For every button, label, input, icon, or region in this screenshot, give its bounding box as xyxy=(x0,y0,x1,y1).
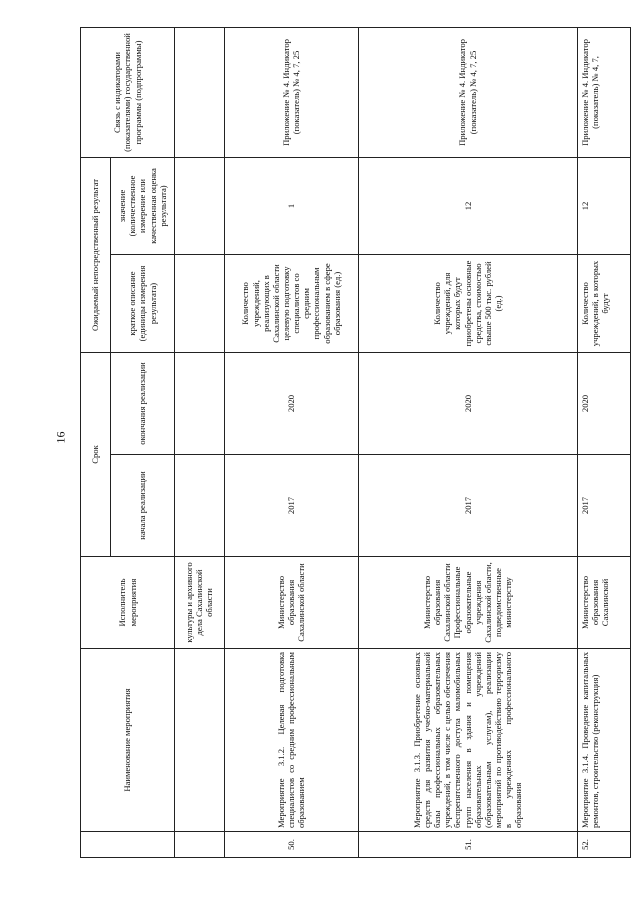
result-brief xyxy=(175,254,225,352)
page-number: 16 xyxy=(53,431,68,444)
program-activities-table xyxy=(80,27,631,858)
result-brief: Количество учреждений, реализующих в Сахалинской области целевую подготовку специалистов со средним профессиональным образованием в сфере образования (ед.) xyxy=(224,254,358,352)
activity-end: 2020 xyxy=(224,352,358,454)
indicator-link: Приложение № 4. Индикатор (показатель) № 4, 7, 25 xyxy=(358,27,577,157)
header-value: значение (количественное измерение или качественная оценка результата) xyxy=(111,157,175,254)
header-result: Ожидаемый непосредственный результат xyxy=(81,157,111,352)
activity-start: 2017 xyxy=(358,455,577,557)
result-brief: Количество учреждений, в которых будут xyxy=(577,254,630,352)
indicator-link: Приложение № 4. Индикатор (показатель) № 4, 7, 25 xyxy=(224,27,358,157)
header-term: Срок xyxy=(81,352,111,556)
activity-name xyxy=(175,649,225,832)
row-number: 50. xyxy=(224,832,358,858)
activity-executor: Министерство образования Сахалинской области xyxy=(224,557,358,649)
result-value: 12 xyxy=(358,157,577,254)
result-value xyxy=(175,157,225,254)
activity-end: 2020 xyxy=(577,352,630,454)
result-brief: Количество учреждений, для которых будут приобретены основные средства, стоимостью свыше 500 тыс. рублей (ед.) xyxy=(358,254,577,352)
row-number xyxy=(175,832,225,858)
activity-name: Мероприятие 3.1.2. Целевая подготовка специалистов со средним профессиональным образованием xyxy=(224,649,358,832)
header-start: начала реализации xyxy=(111,455,175,557)
table-row xyxy=(358,27,577,857)
header-num xyxy=(81,832,175,858)
result-value: 12 xyxy=(577,157,630,254)
header-brief: краткое описание (единицы измерения результата) xyxy=(111,254,175,352)
rotated-table-wrapper xyxy=(80,28,631,858)
header-row-1 xyxy=(81,27,111,857)
activity-executor: культуры и архивного дела Сахалинской области xyxy=(175,557,225,649)
activity-executor: Министерство образования Сахалинской области Профессиональные образовательные учреждения Сахалинской области, подведомственные министерству xyxy=(358,557,577,649)
header-end: окончания реализации xyxy=(111,352,175,454)
activity-start: 2017 xyxy=(224,455,358,557)
header-name: Наименование мероприятия xyxy=(81,649,175,832)
table-row xyxy=(175,27,225,857)
activity-end: 2020 xyxy=(358,352,577,454)
row-number: 52. xyxy=(577,832,630,858)
activity-start xyxy=(175,455,225,557)
activity-end xyxy=(175,352,225,454)
activity-name: Мероприятие 3.1.3. Приобретение основных средств для развития учебно-материальной базы профессиональных образовательных учреждений, в том числе с целью обеспечения беспрепятственного доступа маломобильных групп населения в здания и помещения образовательных учреждений (образовательным услугам), реализации мероприятий по противодействию терроризму в учреждениях профессионального образования xyxy=(358,649,577,832)
header-link: Связь с индикаторами (показателями) государственной программы (подпрограммы) xyxy=(81,27,175,157)
table-row xyxy=(224,27,358,857)
activity-executor: Министерство образования Сахалинской xyxy=(577,557,630,649)
result-value: 1 xyxy=(224,157,358,254)
activity-start: 2017 xyxy=(577,455,630,557)
header-executor: Исполнитель мероприятия xyxy=(81,557,175,649)
activity-name: Мероприятие 3.1.4. Проведение капитальных ремонтов, строительство (реконструкция) xyxy=(577,649,630,832)
rotated-page-area xyxy=(80,28,631,858)
table-row xyxy=(577,27,630,857)
indicator-link: Приложение № 4. Индикатор (показатель) № 4, 7, xyxy=(577,27,630,157)
row-number: 51. xyxy=(358,832,577,858)
indicator-link xyxy=(175,27,225,157)
